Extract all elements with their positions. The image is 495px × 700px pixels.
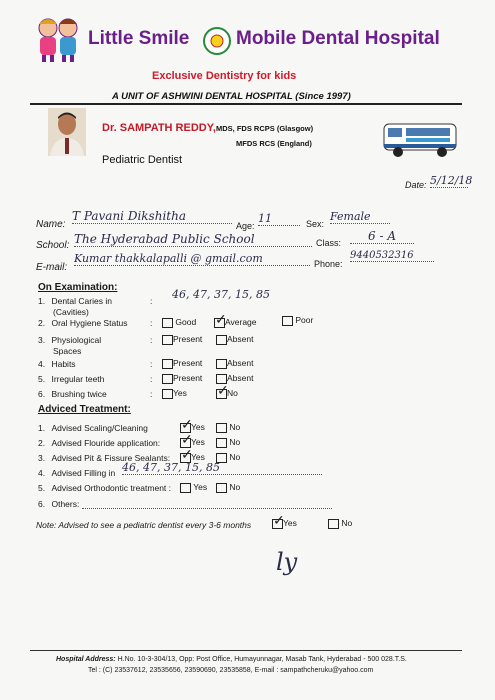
tagline: Exclusive Dentistry for kids: [152, 70, 297, 82]
treatment-item-4: [38, 468, 115, 478]
unit-line: A UNIT OF ASHWINI DENTAL HOSPITAL (Since 1997): [112, 91, 351, 102]
doctor-qualifications-1: MDS, FDS RCPS (Glasgow): [216, 124, 314, 133]
exam-item-number: 6.: [38, 389, 46, 399]
treatment-item-number: 1.: [38, 423, 46, 433]
option-poor[interactable]: Poor: [282, 315, 313, 326]
treatment-item-label: Others:: [51, 499, 80, 509]
footer-address-text: H.No. 10-3-304/13, Opp: Post Office, Humayunnagar, Masab Tank, Hyderabad - 500 028.T.S.: [117, 656, 407, 663]
treatment-item-number: 4.: [38, 468, 46, 478]
doctor-designation: Pediatric Dentist: [102, 154, 183, 166]
caries-teeth-value: 46, 47, 37, 15, 85: [172, 288, 270, 301]
option-present[interactable]: Present: [162, 334, 202, 345]
treatment-heading: Adviced Treatment:: [38, 404, 131, 415]
phone-label: Phone:: [314, 259, 343, 269]
colon: :: [150, 335, 153, 345]
email-label: E-mail:: [36, 262, 68, 273]
option-yes[interactable]: ✓ Yes: [180, 437, 205, 448]
date-value: 5/12/18: [430, 174, 473, 187]
option-absent[interactable]: Absent: [216, 334, 253, 345]
age-label: Age:: [236, 221, 255, 231]
age-value: 11: [258, 212, 300, 226]
mobile-bus-image: [380, 118, 460, 160]
note-option-no[interactable]: No: [328, 518, 352, 529]
treatment-item-number: 6.: [38, 499, 46, 509]
exam-item-1: [38, 296, 112, 306]
colon: :: [150, 374, 153, 384]
exam-item-label: Physiological: [51, 335, 102, 345]
option-absent[interactable]: Absent: [216, 358, 253, 369]
kids-logo: [30, 14, 86, 64]
colon: :: [150, 359, 153, 369]
others-line: [82, 498, 332, 509]
option-present[interactable]: Present: [162, 373, 202, 384]
exam-item-label: Habits: [51, 359, 76, 369]
filling-teeth-value: 46, 47, 37, 15, 85: [122, 461, 322, 475]
option-no[interactable]: No: [216, 437, 240, 448]
exam-item-number: 3.: [38, 335, 46, 345]
treatment-item-2: [38, 438, 160, 448]
option-average[interactable]: ✓ Average: [214, 317, 257, 328]
class-value: 6 - A: [350, 229, 414, 244]
seal-logo: [202, 26, 232, 56]
sex-label: Sex:: [306, 219, 325, 229]
option-no[interactable]: No: [216, 482, 240, 493]
phone-value: 9440532316: [350, 250, 434, 262]
treatment-item-label: Advised Filling in: [51, 468, 116, 478]
exam-item-label: Brushing twice: [51, 389, 107, 399]
note-text: Note: Advised to see a pediatric dentist every 3-6 months: [36, 520, 252, 530]
treatment-item-number: 3.: [38, 453, 46, 463]
doctor-signature: ly: [276, 548, 298, 576]
name-label: Name:: [36, 219, 66, 230]
treatment-item-label: Advised Scaling/Cleaning: [51, 423, 148, 433]
exam-item-1-sub: (Cavities): [53, 307, 89, 317]
treatment-item-6: [38, 499, 79, 509]
option-yes[interactable]: Yes: [180, 482, 207, 493]
hospital-name-part1: Little Smile: [88, 28, 190, 49]
exam-item-4: [38, 359, 76, 369]
footer-contact: Tel : (C) 23537612, 23535656, 23590690, 23535858, E-mail : sampathcheruku@yahoo.com: [88, 667, 374, 674]
date-label: Date:: [405, 180, 427, 190]
exam-item-number: 4.: [38, 359, 46, 369]
option-yes[interactable]: Yes: [162, 388, 187, 399]
treatment-item-label: Advised Flouride application:: [51, 438, 161, 448]
examination-heading: On Examination:: [38, 282, 118, 293]
option-present[interactable]: Present: [162, 358, 202, 369]
exam-item-label: Dental Caries in: [51, 296, 112, 306]
sex-value: Female: [330, 210, 390, 224]
doctor-photo: [48, 108, 86, 156]
doctor-name: Dr. SAMPATH REDDY,: [102, 122, 216, 134]
email-value: Kumar thakkalapalli @ gmail.com: [74, 252, 310, 266]
treatment-item-number: 2.: [38, 438, 46, 448]
option-no[interactable]: No: [216, 452, 240, 463]
exam-item-number: 5.: [38, 374, 46, 384]
colon: :: [150, 389, 153, 399]
treatment-item-label: Advised Pit & Fissure Sealants:: [51, 453, 171, 463]
treatment-item-1: [38, 423, 148, 433]
treatment-item-5: [38, 483, 171, 493]
option-good[interactable]: Good: [162, 317, 196, 328]
hospital-name-part2: Mobile Dental Hospital: [236, 28, 440, 49]
footer-address: [56, 656, 407, 663]
colon: :: [150, 296, 153, 306]
header-divider: [30, 103, 462, 105]
school-value: The Hyderabad Public School: [74, 232, 312, 247]
exam-item-label: Irregular teeth: [51, 374, 105, 384]
option-yes[interactable]: ✓ Yes: [180, 452, 205, 463]
footer-address-label: Hospital Address:: [56, 656, 116, 663]
treatment-item-number: 5.: [38, 483, 46, 493]
exam-item-3-sub: Spaces: [53, 346, 82, 356]
treatment-item-label: Advised Orthodontic treatment :: [51, 483, 171, 493]
class-label: Class:: [316, 238, 342, 248]
option-no[interactable]: No: [216, 422, 240, 433]
note-option-yes[interactable]: ✓ Yes: [272, 518, 297, 529]
exam-item-6: [38, 389, 107, 399]
footer-divider: [30, 650, 462, 651]
exam-item-3: [38, 335, 101, 345]
exam-item-number: 2.: [38, 318, 46, 328]
colon: :: [150, 318, 153, 328]
name-value: T Pavani Dikshitha: [72, 209, 232, 224]
exam-item-label: Oral Hygiene Status: [51, 318, 128, 328]
option-yes[interactable]: ✓ Yes: [180, 422, 205, 433]
option-no[interactable]: ✓ No: [216, 388, 238, 399]
school-label: School:: [36, 240, 70, 251]
exam-item-number: 1.: [38, 296, 46, 306]
exam-item-5: [38, 374, 104, 384]
exam-item-2: [38, 318, 128, 328]
option-absent[interactable]: Absent: [216, 373, 253, 384]
doctor-qualifications-2: MFDS RCS (England): [236, 139, 312, 148]
